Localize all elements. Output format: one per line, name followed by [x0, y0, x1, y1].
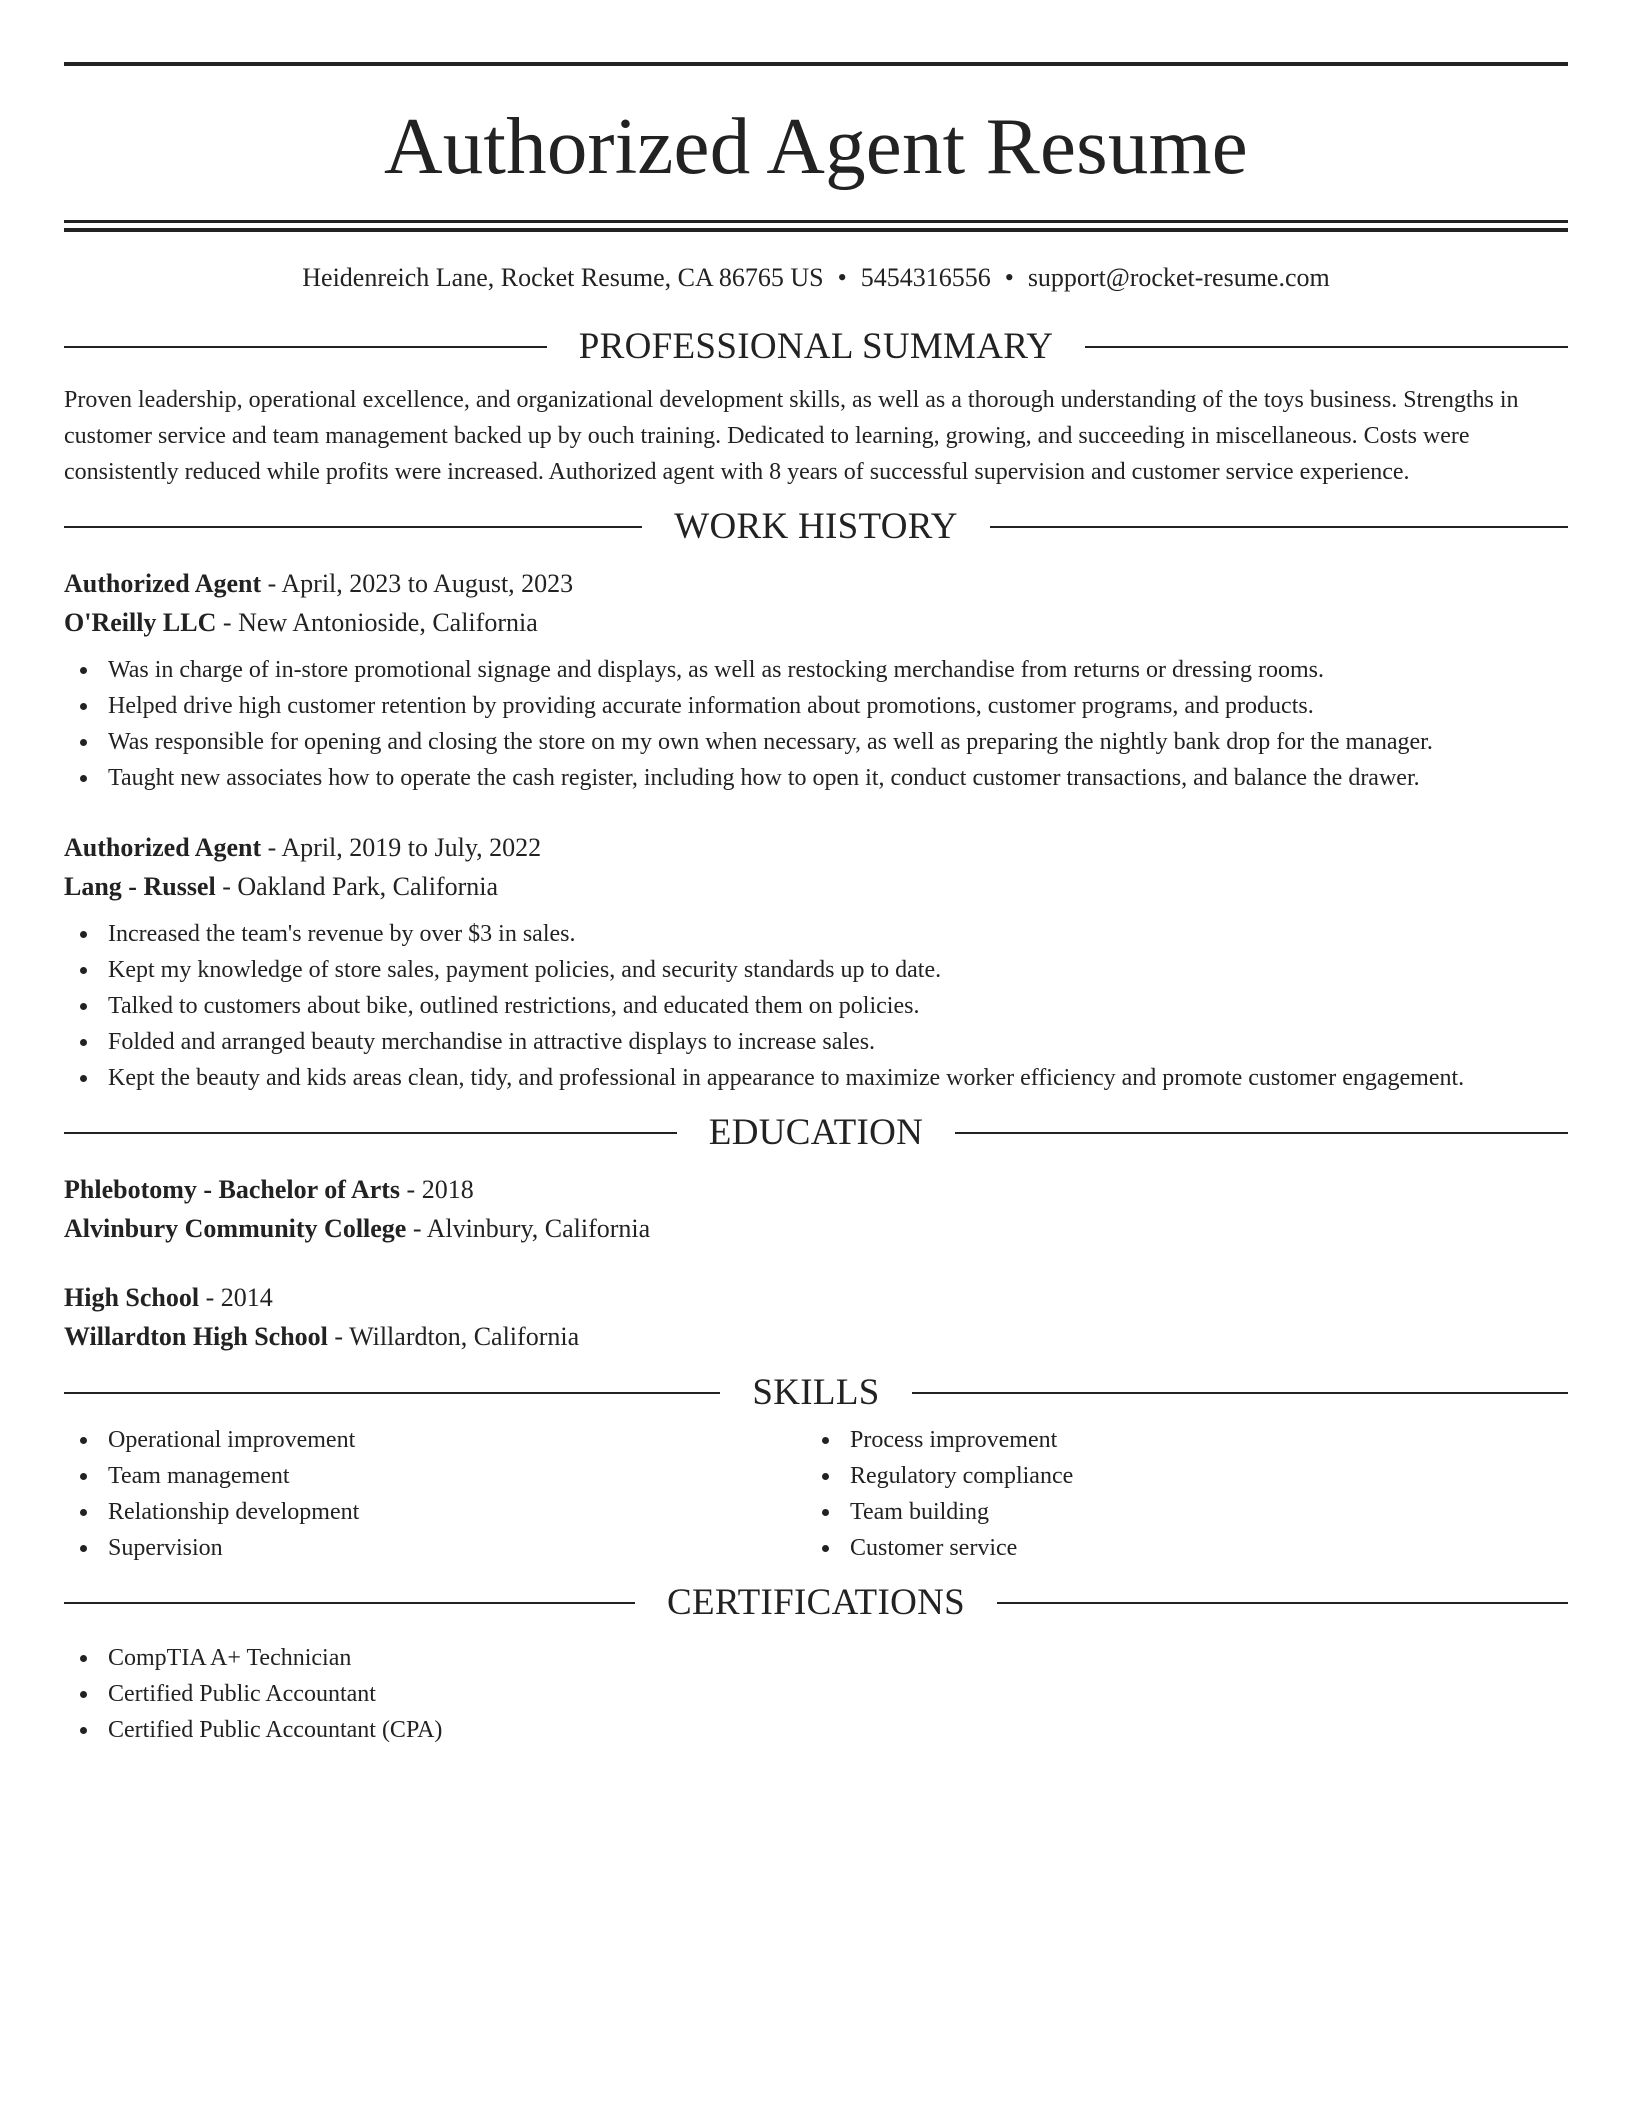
graduation-year: - 2014: [199, 1283, 273, 1312]
job-location: - Oakland Park, California: [215, 872, 499, 901]
skill-item: Operational improvement: [64, 1422, 806, 1458]
section-heading-certifications: [64, 1580, 1568, 1626]
job-entry: [64, 564, 1568, 796]
degree: High School: [64, 1283, 200, 1312]
page-title: Authorized Agent Resume: [384, 101, 1248, 191]
skills-grid: [64, 1422, 1568, 1566]
list-item: Helped drive high customer retention by providing accurate information about promotions, customer programs, and products.: [64, 688, 1568, 724]
skill-item: Supervision: [64, 1530, 806, 1566]
degree: Phlebotomy - Bachelor of Arts: [64, 1175, 401, 1204]
job-company-line: [64, 603, 1568, 642]
list-item: Talked to customers about bike, outlined restrictions, and educated them on policies.: [64, 988, 1568, 1024]
school: Alvinbury Community College: [64, 1214, 407, 1243]
contact-line: [64, 262, 1568, 294]
heading-rule: [64, 526, 642, 528]
list-item: Folded and arranged beauty merchandise in attractive displays to increase sales.: [64, 1024, 1568, 1060]
contact-separator: •: [837, 263, 847, 292]
skill-item: Regulatory compliance: [806, 1458, 1568, 1494]
job-bullets: [64, 916, 1568, 1096]
graduation-year: - 2018: [400, 1175, 474, 1204]
heading-rule: [955, 1132, 1568, 1134]
contact-phone: 5454316556: [860, 263, 991, 292]
list-item: Kept the beauty and kids areas clean, tidy, and professional in appearance to maximize worker efficiency and promote customer engagement.: [64, 1060, 1568, 1096]
heading-rule: [997, 1602, 1568, 1604]
list-item: Taught new associates how to operate the cash register, including how to open it, conduct customer transactions, and balance the drawer.: [64, 760, 1568, 796]
heading-rule: [990, 526, 1568, 528]
summary-paragraph: Proven leadership, operational excellence, and organizational development skills, as well as a thorough understanding of the toys business. Strengths in customer service and team management backed up by ouch training. Dedicated to learning, growing, and succeeding in miscellaneous. Costs were consistently reduced while profits were increased. Authorized agent with 8 years of successful supervision and customer service experience.: [64, 387, 1519, 485]
job-title-line: [64, 828, 1568, 867]
section-title: CERTIFICATIONS: [667, 1582, 965, 1623]
job-company-line: [64, 867, 1568, 906]
education-entry: [64, 1278, 1568, 1356]
section-title: WORK HISTORY: [674, 506, 958, 547]
job-location: - New Antonioside, California: [216, 608, 538, 637]
job-title-line: [64, 564, 1568, 603]
job-title: Authorized Agent: [64, 569, 262, 598]
skill-item: Relationship development: [64, 1494, 806, 1530]
heading-rule: [64, 1602, 635, 1604]
list-item: Was in charge of in-store promotional signage and displays, as well as restocking merchandise from returns or dressing rooms.: [64, 652, 1568, 688]
skill-item: Team building: [806, 1494, 1568, 1530]
list-item: Kept my knowledge of store sales, payment policies, and security standards up to date.: [64, 952, 1568, 988]
section-heading-work-history: [64, 504, 1568, 550]
certification-item: Certified Public Accountant: [64, 1676, 1568, 1712]
school-line: [64, 1317, 1568, 1356]
certification-item: Certified Public Accountant (CPA): [64, 1712, 1568, 1748]
skills-column-right: [806, 1422, 1568, 1566]
contact-separator: •: [1004, 263, 1014, 292]
job-company: O'Reilly LLC: [64, 608, 217, 637]
skill-item: Customer service: [806, 1530, 1568, 1566]
job-title: Authorized Agent: [64, 833, 262, 862]
heading-rule: [1085, 346, 1568, 348]
degree-line: [64, 1278, 1568, 1317]
certification-item: CompTIA A+ Technician: [64, 1640, 1568, 1676]
job-company: Lang - Russel: [64, 872, 216, 901]
contact-address: Heidenreich Lane, Rocket Resume, CA 86765 US: [302, 263, 824, 292]
certifications-list: [64, 1640, 1568, 1748]
list-item: Was responsible for opening and closing the store on my own when necessary, as well as preparing the nightly bank drop for the manager.: [64, 724, 1568, 760]
skill-item: Process improvement: [806, 1422, 1568, 1458]
top-rule: [64, 62, 1568, 66]
skills-column-left: [64, 1422, 806, 1566]
job-entry: [64, 828, 1568, 1096]
school: Willardton High School: [64, 1322, 328, 1351]
heading-rule: [64, 346, 547, 348]
school-location: - Alvinbury, California: [406, 1214, 651, 1243]
section-heading-summary: [64, 324, 1568, 370]
heading-rule: [64, 1132, 677, 1134]
job-bullets: [64, 652, 1568, 796]
skill-item: Team management: [64, 1458, 806, 1494]
section-heading-skills: [64, 1370, 1568, 1416]
education-entry: [64, 1170, 1568, 1248]
heading-rule: [912, 1392, 1568, 1394]
school-location: - Willardton, California: [327, 1322, 580, 1351]
contact-email: support@rocket-resume.com: [1027, 263, 1330, 292]
list-item: Increased the team's revenue by over $3 in sales.: [64, 916, 1568, 952]
job-dates: - April, 2023 to August, 2023: [261, 569, 574, 598]
section-title: PROFESSIONAL SUMMARY: [578, 326, 1054, 367]
job-dates: - April, 2019 to July, 2022: [261, 833, 542, 862]
heading-rule: [64, 1392, 720, 1394]
section-title: SKILLS: [752, 1372, 880, 1413]
school-line: [64, 1209, 1568, 1248]
section-title: EDUCATION: [708, 1112, 924, 1153]
title-double-rule: [64, 220, 1568, 232]
section-heading-education: [64, 1110, 1568, 1156]
degree-line: [64, 1170, 1568, 1209]
